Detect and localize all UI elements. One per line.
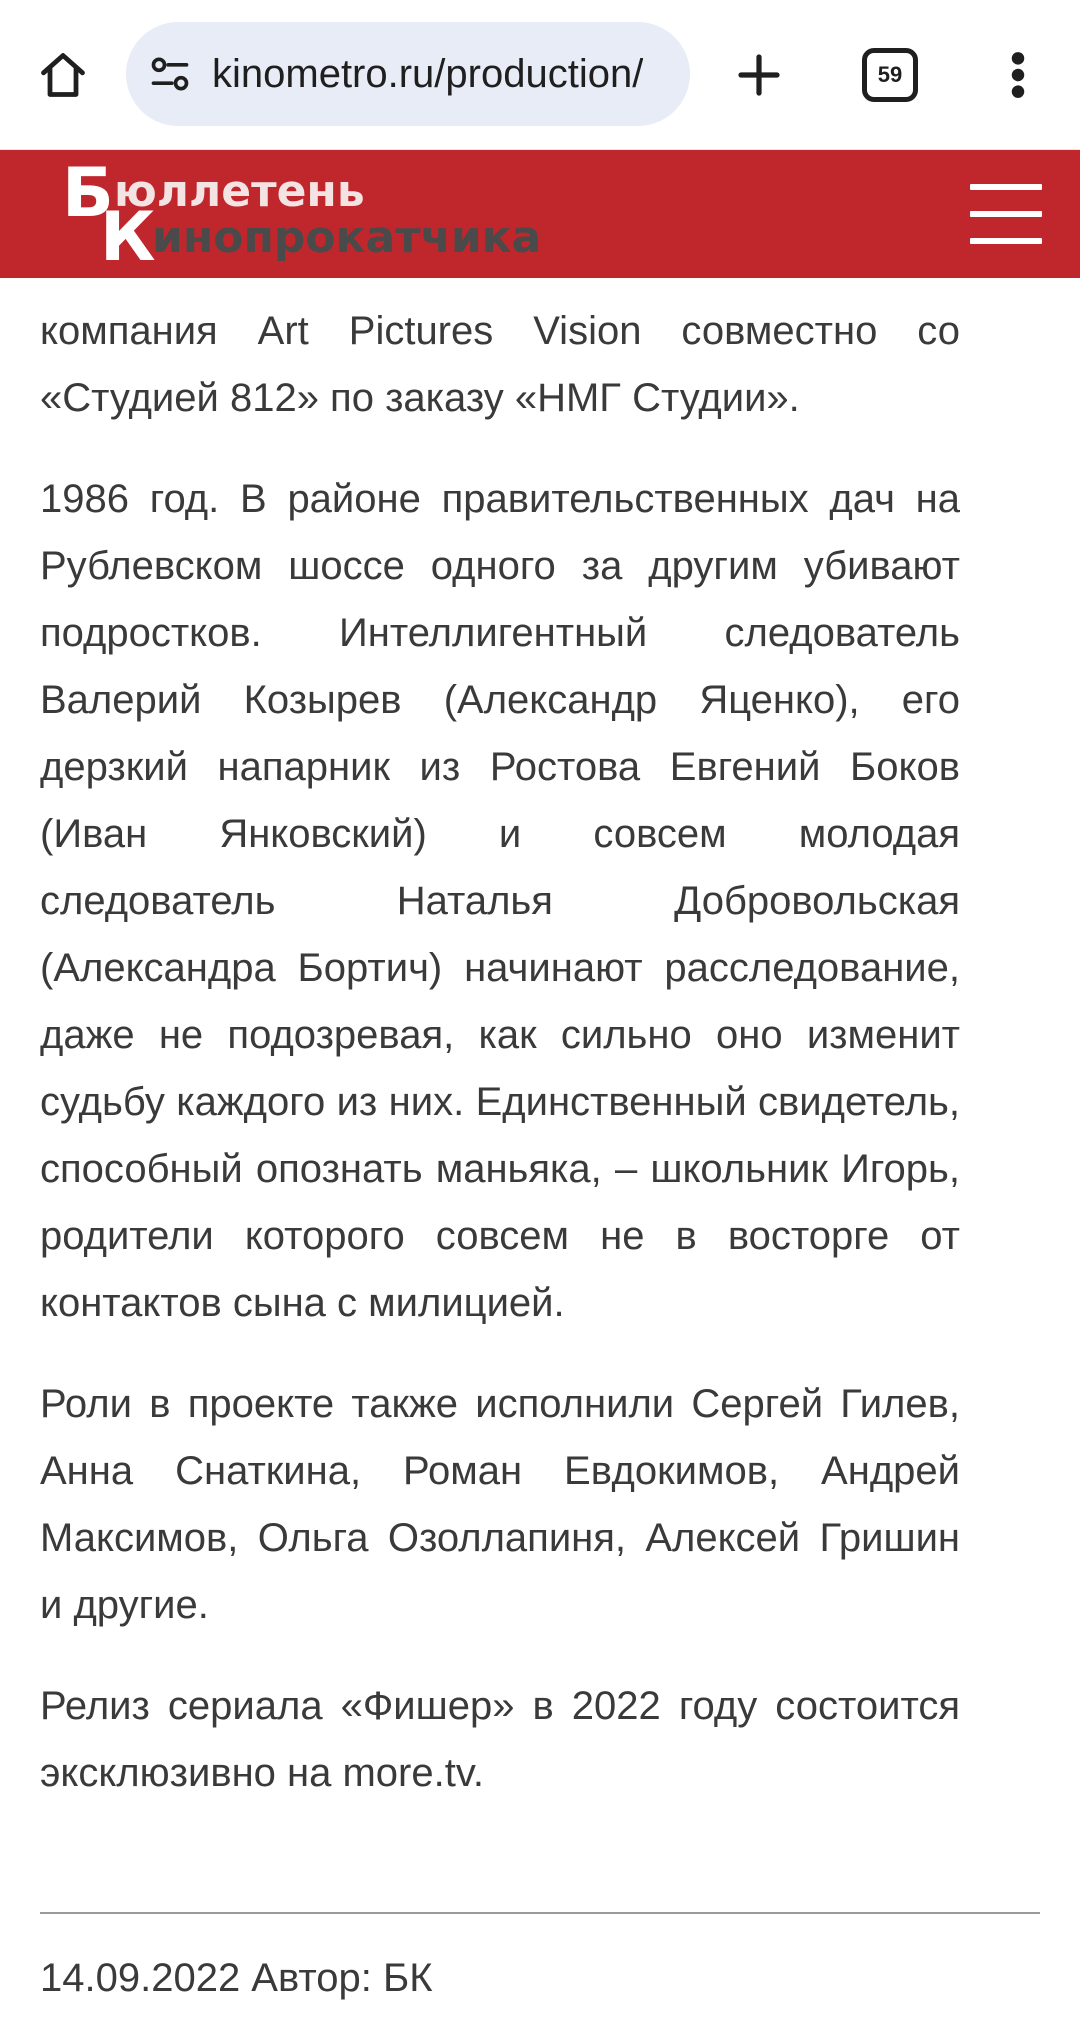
logo-line1: юллетень xyxy=(114,166,365,217)
article-body xyxy=(40,278,960,1841)
plus-icon xyxy=(735,51,783,99)
article-meta: 14.09.2022 Автор: БК xyxy=(40,1956,433,2000)
site-logo[interactable] xyxy=(62,154,582,277)
article-paragraph: компания Art Pictures Vision совместно со «Студией 812» по заказу «НМГ Студии». xyxy=(40,309,960,420)
article-paragraph: 1986 год. В районе правительственных дач на Рублевском шоссе одного за другим убивают подростков. Интеллигентный следователь Валерий Козырев (Александр Яценко), его дерзкий напарник из Ростова Евгений Боков (Иван Янковский) и совсем молодая следователь Наталья Добровольская (Александра Бортич) начинают расследование, даже не подозревая, как сильно оно изменит судьбу каждого из них. Единственный свидетель, способный опознать маньяка, – школьник Игорь, родители которого совсем не в восторге от контактов сына с милицией. xyxy=(40,477,960,1325)
tab-count: 59 xyxy=(877,62,903,87)
url-text[interactable]: kinometro.ru/production/ xyxy=(212,51,644,96)
site-settings-icon[interactable] xyxy=(146,50,194,98)
logo-initial-b: Б xyxy=(62,154,114,233)
address-bar[interactable] xyxy=(126,22,690,126)
logo-line2: инопрокатчика xyxy=(152,212,542,263)
home-icon xyxy=(37,49,89,101)
hamburger-icon-bar xyxy=(970,238,1042,244)
article-divider xyxy=(40,1912,1040,1914)
home-button[interactable] xyxy=(30,40,96,110)
browser-menu-button[interactable] xyxy=(996,40,1040,110)
article-paragraph: Роли в проекте также исполнили Сергей Гилев, Анна Снаткина, Роман Евдокимов, Андрей Максимов, Ольга Озоллапиня, Алексей Гришин и другие. xyxy=(40,1382,960,1627)
tab-switcher-button[interactable] xyxy=(862,48,918,102)
article-paragraph: Релиз сериала «Фишер» в 2022 году состоится эксклюзивно на more.tv. xyxy=(40,1684,960,1795)
more-vertical-icon xyxy=(1008,50,1028,100)
new-tab-button[interactable] xyxy=(726,40,792,110)
logo-initial-k: К xyxy=(100,198,156,277)
hamburger-icon-bar xyxy=(970,211,1042,217)
browser-toolbar xyxy=(0,0,1080,150)
site-header xyxy=(0,150,1080,278)
hamburger-icon-bar xyxy=(970,184,1042,190)
hamburger-menu-button[interactable] xyxy=(970,184,1042,244)
